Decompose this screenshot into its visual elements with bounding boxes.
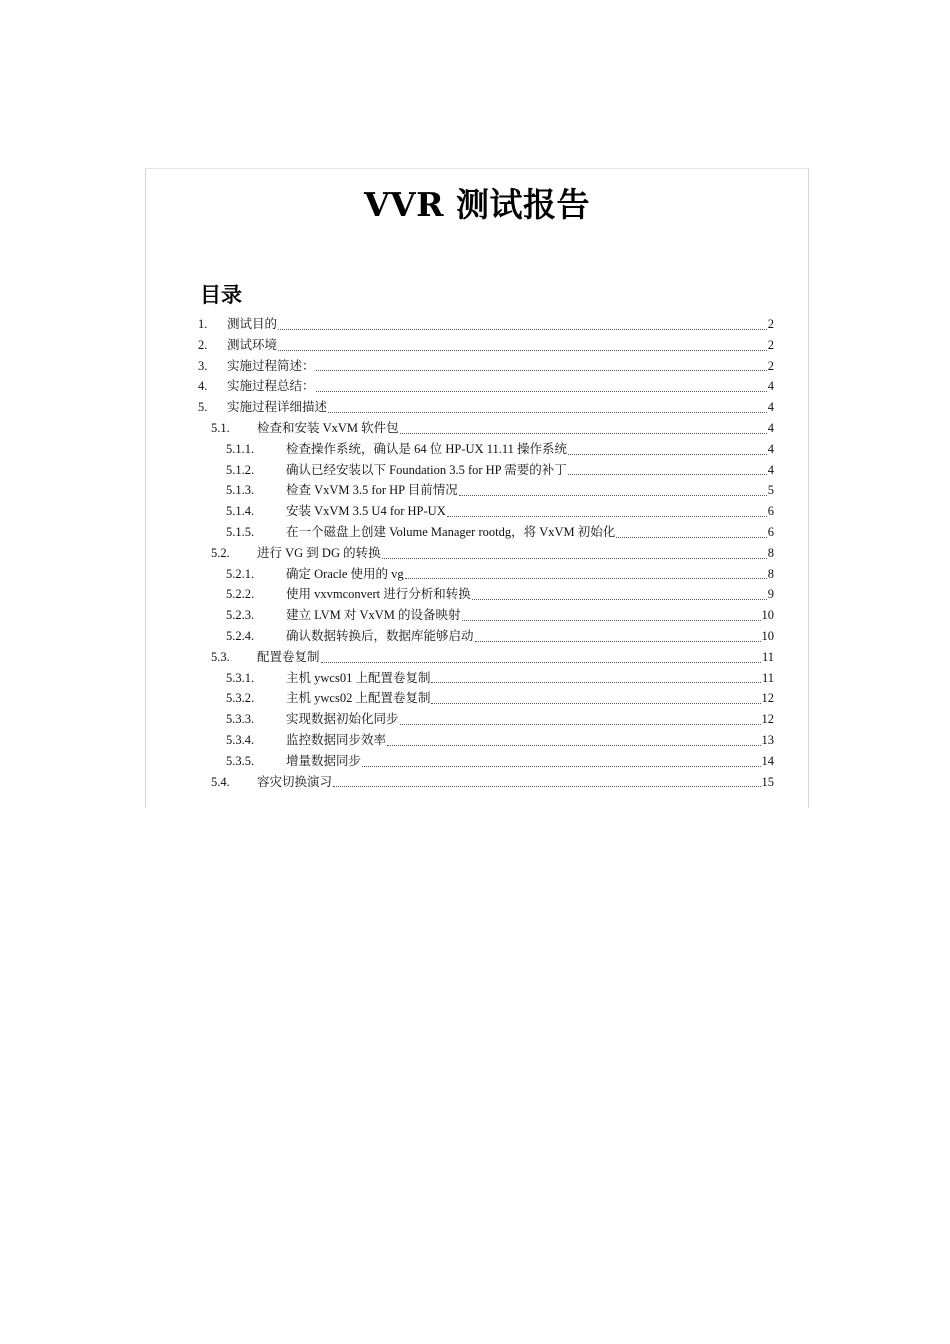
toc-entry-title: 检查操作系统，确认是 64 位 HP-UX 11.11 操作系统 xyxy=(286,441,568,456)
toc-heading: 目录 xyxy=(200,283,242,307)
toc-dot-leader xyxy=(459,494,767,496)
toc-entry-page: 10 xyxy=(761,628,774,643)
toc-dot-leader xyxy=(382,557,767,559)
toc-entry-page: 5 xyxy=(767,483,774,498)
toc-entry-number: 5.3.2. xyxy=(226,691,255,706)
toc-dot-leader xyxy=(278,328,767,330)
toc-entry-page: 4 xyxy=(767,420,774,435)
toc-entry-number: 5.2.1. xyxy=(226,566,255,581)
toc-dot-leader xyxy=(278,349,767,351)
toc-dot-leader xyxy=(475,640,761,642)
toc-entry[interactable] xyxy=(198,501,774,522)
document-page xyxy=(145,168,809,808)
toc-dot-leader xyxy=(472,598,767,600)
toc-entry-title: 测试环境 xyxy=(227,337,278,352)
toc-entry-number: 2. xyxy=(198,337,208,352)
toc-entry-number: 5.2.2. xyxy=(226,587,255,602)
toc-entry[interactable] xyxy=(198,709,774,730)
toc-dot-leader xyxy=(462,619,761,621)
toc-entry-number: 3. xyxy=(198,358,208,373)
toc-entry-title: 监控数据同步效率 xyxy=(286,732,387,747)
toc-dot-leader xyxy=(568,473,767,475)
toc-dot-leader xyxy=(362,765,760,767)
toc-entry-title: 进行 VG 到 DG 的转换 xyxy=(257,545,381,560)
toc-entry-title: 安装 VxVM 3.5 U4 for HP-UX xyxy=(286,504,446,519)
toc-entry-page: 9 xyxy=(767,587,774,602)
toc-entry-page: 10 xyxy=(761,608,774,623)
toc-entry[interactable] xyxy=(198,543,774,564)
toc-entry[interactable] xyxy=(198,335,774,356)
toc-entry-title: 容灾切换演习 xyxy=(257,774,333,789)
toc-entry[interactable] xyxy=(198,772,774,793)
toc-entry[interactable] xyxy=(198,688,774,709)
toc-entry[interactable] xyxy=(198,460,774,481)
toc-dot-leader xyxy=(447,515,767,517)
toc-entry[interactable] xyxy=(198,668,774,689)
toc-entry[interactable] xyxy=(198,418,774,439)
toc-dot-leader xyxy=(321,661,761,663)
toc-entry-number: 5.1.3. xyxy=(226,483,255,498)
toc-entry[interactable] xyxy=(198,647,774,668)
toc-entry-title: 实施过程详细描述 xyxy=(227,400,328,415)
toc-entry-number: 5.1. xyxy=(211,420,230,435)
toc-entry-page: 4 xyxy=(767,441,774,456)
toc-entry-number: 4. xyxy=(198,379,208,394)
toc-entry[interactable] xyxy=(198,522,774,543)
toc-entry-title: 确认已经安装以下 Foundation 3.5 for HP 需要的补丁 xyxy=(286,462,567,477)
toc-entry[interactable] xyxy=(198,605,774,626)
toc-entry-title: 主机 ywcs02 上配置卷复制 xyxy=(286,691,431,706)
toc-entry-number: 5.1.2. xyxy=(226,462,255,477)
toc-entry-number: 5.2.4. xyxy=(226,628,255,643)
toc-entry-number: 5.1.1. xyxy=(226,441,255,456)
toc-entry-title: 在一个磁盘上创建 Volume Manager rootdg，将 VxVM 初始化 xyxy=(286,524,616,539)
toc-entry[interactable] xyxy=(198,564,774,585)
table-of-contents xyxy=(198,314,774,792)
toc-entry-title: 实现数据初始化同步 xyxy=(286,712,399,727)
toc-dot-leader xyxy=(400,723,761,725)
toc-entry[interactable] xyxy=(198,439,774,460)
toc-entry-title: 建立 LVM 对 VxVM 的设备映射 xyxy=(286,608,461,623)
toc-entry-page: 4 xyxy=(767,462,774,477)
toc-entry-page: 12 xyxy=(761,691,774,706)
toc-entry[interactable] xyxy=(198,751,774,772)
toc-entry-title: 主机 ywcs01 上配置卷复制 xyxy=(286,670,431,685)
toc-entry-number: 5.3. xyxy=(211,649,230,664)
toc-entry[interactable] xyxy=(198,730,774,751)
toc-dot-leader xyxy=(405,577,767,579)
toc-entry-number: 5.1.5. xyxy=(226,524,255,539)
document-title: VVR 测试报告 xyxy=(363,185,591,224)
toc-entry[interactable] xyxy=(198,314,774,335)
toc-entry[interactable] xyxy=(198,356,774,377)
toc-entry-title: 实施过程简述： xyxy=(227,358,315,373)
toc-entry-page: 8 xyxy=(767,566,774,581)
toc-entry-page: 6 xyxy=(767,524,774,539)
toc-entry-page: 4 xyxy=(767,379,774,394)
toc-dot-leader xyxy=(568,453,767,455)
toc-entry-page: 13 xyxy=(761,732,774,747)
toc-entry-page: 2 xyxy=(767,337,774,352)
toc-dot-leader xyxy=(431,681,761,683)
toc-entry-number: 5.2. xyxy=(211,545,230,560)
toc-entry[interactable] xyxy=(198,397,774,418)
toc-dot-leader xyxy=(316,369,767,371)
toc-dot-leader xyxy=(328,411,767,413)
toc-entry-number: 5.3.5. xyxy=(226,753,255,768)
toc-entry-page: 2 xyxy=(767,358,774,373)
toc-entry-page: 2 xyxy=(767,317,774,331)
toc-entry-page: 11 xyxy=(761,649,774,664)
toc-entry-page: 6 xyxy=(767,504,774,519)
toc-entry-number: 5. xyxy=(198,400,208,415)
toc-entry-number: 5.3.3. xyxy=(226,712,255,727)
toc-entry-title: 实施过程总结： xyxy=(227,379,315,394)
toc-entry-page: 8 xyxy=(767,545,774,560)
toc-entry[interactable] xyxy=(198,376,774,397)
toc-entry-page: 12 xyxy=(761,712,774,727)
toc-dot-leader xyxy=(333,785,760,787)
toc-entry-number: 5.4. xyxy=(211,774,230,789)
toc-entry-title: 使用 vxvmconvert 进行分析和转换 xyxy=(286,587,471,602)
toc-entry-number: 5.2.3. xyxy=(226,608,255,623)
toc-dot-leader xyxy=(616,536,766,538)
toc-dot-leader xyxy=(316,390,767,392)
toc-dot-leader xyxy=(431,702,760,704)
toc-dot-leader xyxy=(400,432,767,434)
toc-entry[interactable] xyxy=(198,626,774,647)
toc-entry-title: 测试目的 xyxy=(227,317,278,331)
toc-entry[interactable] xyxy=(198,584,774,605)
toc-entry-title: 确认数据转换后，数据库能够启动 xyxy=(286,628,474,643)
toc-entry-number: 5.3.1. xyxy=(226,670,255,685)
toc-dot-leader xyxy=(387,744,760,746)
toc-entry-number: 5.3.4. xyxy=(226,732,255,747)
toc-entry-page: 4 xyxy=(767,400,774,415)
toc-entry[interactable] xyxy=(198,480,774,501)
toc-entry-page: 14 xyxy=(761,753,774,768)
toc-entry-title: 配置卷复制 xyxy=(257,649,320,664)
toc-entry-title: 增量数据同步 xyxy=(286,753,362,768)
toc-entry-title: 检查和安装 VxVM 软件包 xyxy=(257,420,399,435)
toc-entry-number: 1. xyxy=(198,317,208,331)
toc-entry-page: 15 xyxy=(761,774,774,789)
toc-entry-title: 检查 VxVM 3.5 for HP 目前情况 xyxy=(286,483,458,498)
toc-entry-page: 11 xyxy=(761,670,774,685)
toc-entry-title: 确定 Oracle 使用的 vg xyxy=(286,566,404,581)
toc-entry-number: 5.1.4. xyxy=(226,504,255,519)
